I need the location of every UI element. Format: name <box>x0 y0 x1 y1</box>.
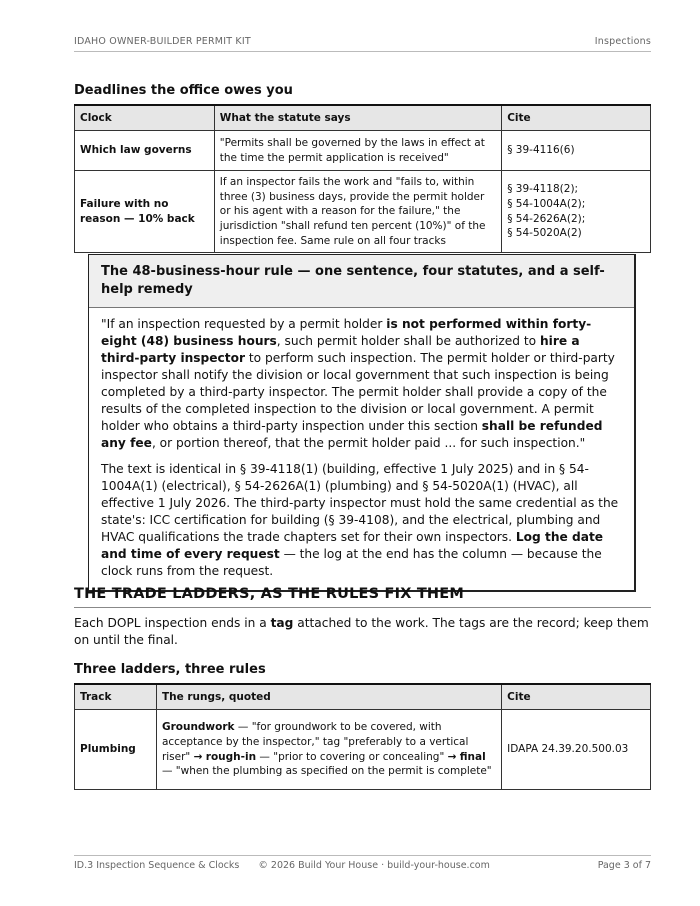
trade-ladders-intro: Each DOPL inspection ends in a tag attached to the work. The tags are the record; keep them on until the final. <box>74 616 649 648</box>
ladders-table <box>74 683 651 790</box>
column-header: What the statute says <box>214 105 501 131</box>
callout-body <box>89 308 634 590</box>
cite-cell: IDAPA 24.39.20.500.03 <box>502 710 651 790</box>
column-header: Cite <box>502 105 651 131</box>
footer-copyright: © 2026 Build Your House · build-your-house.com <box>258 860 490 871</box>
table-row <box>75 131 651 171</box>
cite-line: § 54-1004A(2); <box>507 198 586 211</box>
deadlines-heading: Deadlines the office owes you <box>74 83 293 98</box>
footer-doc-name: ID.3 Inspection Sequence & Clocks <box>74 860 240 871</box>
arrow-icon: → <box>447 750 457 763</box>
footer-rule <box>74 855 651 856</box>
deadlines-table <box>74 104 651 253</box>
header-rule <box>74 51 651 52</box>
clock-cell: Which law governs <box>75 131 215 171</box>
arrow-icon: → <box>193 750 203 763</box>
page-number: Page 3 of 7 <box>597 860 651 871</box>
cite-cell: § 39-4116(6) <box>502 131 651 171</box>
trade-ladders-heading: THE TRADE LADDERS, AS THE RULES FIX THEM <box>74 586 651 608</box>
callout-title: The 48-business-hour rule — one sentence, four statutes, and a self-help remedy <box>89 255 634 308</box>
column-header: Cite <box>502 684 651 710</box>
table-header-row <box>75 684 651 710</box>
callout-box <box>88 254 636 592</box>
track-cell: Plumbing <box>75 710 157 790</box>
running-header <box>74 36 651 47</box>
cite-line: § 39-4118(2); <box>507 183 579 196</box>
page-footer <box>74 860 651 871</box>
three-ladders-heading: Three ladders, three rules <box>74 662 266 677</box>
table-row <box>75 171 651 253</box>
cite-cell <box>502 171 651 253</box>
cite-line: § 54-5020A(2) <box>507 227 582 240</box>
column-header: Clock <box>75 105 215 131</box>
clock-cell: Failure with no reason — 10% back <box>75 171 215 253</box>
column-header: The rungs, quoted <box>156 684 501 710</box>
table-row <box>75 710 651 790</box>
rungs-cell: Groundwork — "for groundwork to be covered, with acceptance by the inspector," tag "preferably to a vertical riser" → rough-in — "prior to covering or concealing" → final — "when the plumbing as specified on the permit is complete" <box>156 710 501 790</box>
table-header-row <box>75 105 651 131</box>
statute-cell: "Permits shall be governed by the laws in effect at the time the permit application is received" <box>214 131 501 171</box>
statute-notes-paragraph: The text is identical in § 39-4118(1) (building, effective 1 July 2025) and in § 54-1004A(1) (electrical), § 54-2626A(1) (plumbing) and § 54-5020A(1) (HVAC), all effective 1 July 2026. The third-party inspector must hold the same credential as the state's: ICC certification for building (§ 39-4108), and the electrical, plumbing and HVAC qualifications the trade chapters set for their own inspectors. Log the date and time of every request — the log at the end has the column — because the clock runs from the request. <box>101 461 619 578</box>
header-section-name: Inspections <box>594 36 651 47</box>
column-header: Track <box>75 684 157 710</box>
header-kit-title: IDAHO OWNER-BUILDER PERMIT KIT <box>74 36 251 47</box>
cite-line: § 54-2626A(2); <box>507 212 586 225</box>
statute-quote-paragraph: "If an inspection requested by a permit holder is not performed within forty-eight (48) business hours, such permit holder shall be authorized to hire a third-party inspector to perform such inspection. The permit holder or third-party inspector shall notify the division or local government that such inspection is being completed by a third-party inspector. The permit holder shall provide a copy of the results of the completed inspection to the division or local government. A permit holder who obtains a third-party inspection under this section shall be refunded any fee, or portion thereof, that the permit holder paid ... for such inspection." <box>101 316 615 451</box>
statute-cell: If an inspector fails the work and "fails to, within three (3) business days, provide the permit holder or his agent with a reason for the failure," the jurisdiction "shall refund ten percent (10%)" of the inspection fee. Same rule on all four tracks <box>214 171 501 253</box>
